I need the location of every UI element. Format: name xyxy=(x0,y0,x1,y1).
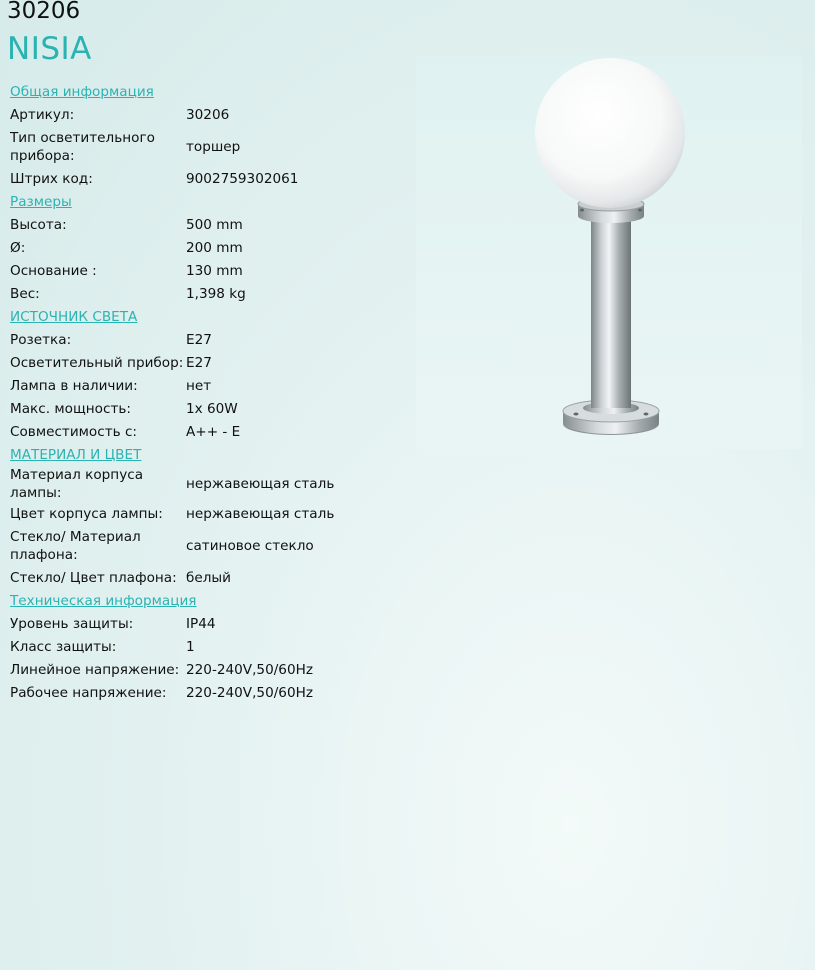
spec-row-body-material xyxy=(10,466,410,502)
spec-label: Тип осветительного прибора: xyxy=(10,129,155,164)
spec-row-ip-rating xyxy=(10,612,410,635)
spec-row-barcode xyxy=(10,167,410,190)
lamp-illustration xyxy=(416,56,802,449)
product-code: 30206 xyxy=(7,0,81,24)
section-link-material-color[interactable]: МАТЕРИАЛ И ЦВЕТ xyxy=(10,446,142,463)
lamp-globe xyxy=(535,58,685,208)
section-link-technical[interactable]: Техническая информация xyxy=(10,592,197,609)
section-general xyxy=(10,80,410,103)
spec-value: 500 mm xyxy=(186,216,243,233)
spec-value: 30206 xyxy=(186,106,230,123)
spec-value: 1x 60W xyxy=(186,400,238,417)
spec-label: Рабочее напряжение: xyxy=(10,684,167,701)
spec-row-fixture xyxy=(10,351,410,374)
spec-value: нержавеющая сталь xyxy=(186,476,335,492)
spec-value: 130 mm xyxy=(186,262,243,279)
spec-value: 1,398 kg xyxy=(186,285,246,302)
spec-label: Вес: xyxy=(10,285,40,302)
spec-row-diameter xyxy=(10,236,410,259)
section-link-general[interactable]: Общая информация xyxy=(10,83,154,100)
section-light-source xyxy=(10,305,410,328)
spec-value: белый xyxy=(186,569,232,586)
spec-row-height xyxy=(10,213,410,236)
spec-value: 220-240V,50/60Hz xyxy=(186,661,313,678)
section-link-dimensions[interactable]: Размеры xyxy=(10,193,72,210)
spec-row-protection-class xyxy=(10,635,410,658)
spec-row-base xyxy=(10,259,410,282)
spec-label: Стекло/ Цвет плафона: xyxy=(10,569,177,586)
spec-value: торшер xyxy=(186,138,241,155)
spec-label: Ø: xyxy=(10,239,26,256)
section-link-light-source[interactable]: ИСТОЧНИК СВЕТА xyxy=(10,308,138,325)
spec-value: E27 xyxy=(186,331,212,348)
section-dimensions xyxy=(10,190,410,213)
spec-row-body-color xyxy=(10,502,410,525)
spec-row-lamp-included xyxy=(10,374,410,397)
spec-row-article xyxy=(10,103,410,126)
spec-label: Основание : xyxy=(10,262,97,279)
spec-label: Совместимость с: xyxy=(10,423,138,440)
spec-label: Штрих код: xyxy=(10,170,93,187)
spec-label: Класс защиты: xyxy=(10,638,117,655)
spec-label: Стекло/ Материал плафона: xyxy=(10,528,141,563)
spec-value: сатиновое стекло xyxy=(186,537,314,554)
spec-label: Высота: xyxy=(10,216,67,233)
spec-row-weight xyxy=(10,282,410,305)
spec-value: E27 xyxy=(186,354,212,371)
spec-label: Лампа в наличии: xyxy=(10,377,138,394)
spec-label: Материал корпуса лампы: xyxy=(10,467,144,501)
spec-label: Розетка: xyxy=(10,331,72,348)
product-photo xyxy=(416,56,802,449)
spec-label: Линейное напряжение: xyxy=(10,661,180,678)
spec-row-shade-material xyxy=(10,525,410,566)
spec-row-compatibility xyxy=(10,420,410,443)
spec-label: Осветительный прибор: xyxy=(10,354,184,371)
spec-value: A++ - E xyxy=(186,423,241,440)
section-technical xyxy=(10,589,410,612)
spec-value: 9002759302061 xyxy=(186,170,299,187)
product-name: NISIA xyxy=(7,31,92,67)
lamp-post xyxy=(591,216,631,408)
spec-value: нержавеющая сталь xyxy=(186,505,335,522)
spec-row-line-voltage xyxy=(10,658,410,681)
spec-value: нет xyxy=(186,377,212,394)
spec-row-socket xyxy=(10,328,410,351)
spec-label: Уровень защиты: xyxy=(10,615,134,632)
spec-table xyxy=(10,80,410,704)
spec-row-shade-color xyxy=(10,566,410,589)
spec-row-type xyxy=(10,126,410,167)
spec-value: 220-240V,50/60Hz xyxy=(186,684,313,701)
spec-row-max-power xyxy=(10,397,410,420)
spec-value: 200 mm xyxy=(186,239,243,256)
spec-label: Артикул: xyxy=(10,106,75,123)
spec-value: IP44 xyxy=(186,615,216,632)
spec-row-operating-voltage xyxy=(10,681,410,704)
section-material-color xyxy=(10,443,410,466)
spec-label: Цвет корпуса лампы: xyxy=(10,505,163,522)
spec-value: 1 xyxy=(186,638,195,655)
spec-label: Макс. мощность: xyxy=(10,400,131,417)
